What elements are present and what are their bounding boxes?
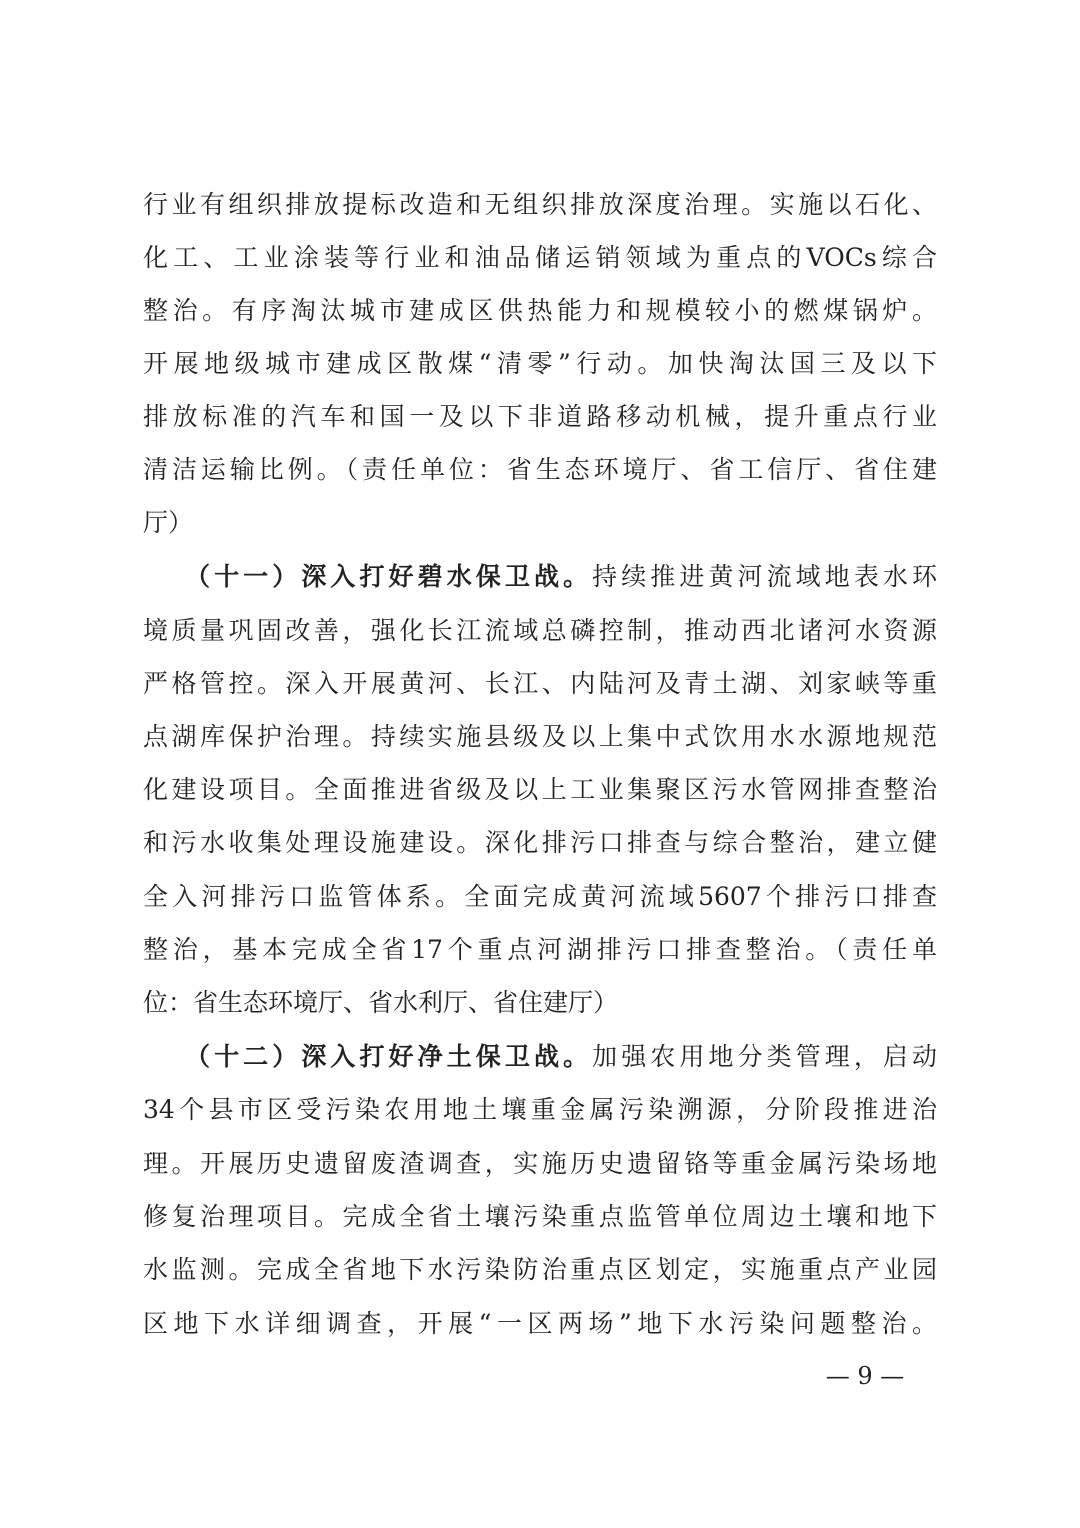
section-11-text: 持续推进黄河流域地表水环 [592,562,937,591]
text-line: 厅） [143,508,194,537]
text-line: 点湖库保护治理。持续实施县级及以上集中式饮用水水源地规范 [143,722,937,751]
text-line: 34个县市区受污染农用地土壤重金属污染溯源，分阶段推进治 [143,1095,937,1124]
text-line: 清洁运输比例。（责任单位：省生态环境厅、省工信厅、省住建 [143,455,937,484]
text-line: 理。开展历史遗留废渣调查，实施历史遗留铬等重金属污染场地 [143,1149,937,1178]
section-12-line [185,1041,937,1073]
text-line: 整治。有序淘汰城市建成区供热能力和规模较小的燃煤锅炉。 [143,296,937,325]
text-line: 化工、工业涂装等行业和油品储运销领域为重点的VOCs综合 [143,243,937,272]
text-line: 境质量巩固改善，强化长江流域总磷控制，推动西北诸河水资源 [143,616,937,645]
text-line: 行业有组织排放提标改造和无组织排放深度治理。实施以石化、 [143,190,937,219]
text-line: 和污水收集处理设施建设。深化排污口排查与综合整治，建立健 [143,828,937,857]
section-11-heading: （十一）深入打好碧水保卫战。 [185,562,593,591]
text-line: 区地下水详细调查，开展“一区两场”地下水污染问题整治。 [143,1309,937,1338]
text-line: 水监测。完成全省地下水污染防治重点区划定，实施重点产业园 [143,1255,937,1284]
text-line: 严格管控。深入开展黄河、长江、内陆河及青土湖、刘家峡等重 [143,669,937,698]
text-line: 开展地级城市建成区散煤“清零”行动。加快淘汰国三及以下 [143,349,937,378]
text-line: 修复治理项目。完成全省土壤污染重点监管单位周边土壤和地下 [143,1202,937,1231]
text-line: 排放标准的汽车和国一及以下非道路移动机械，提升重点行业 [143,402,937,431]
text-line: 整治，基本完成全省17个重点河湖排污口排查整治。（责任单 [143,935,937,964]
page-number: — 9 — [825,1362,905,1390]
section-11-line [185,561,937,593]
text-line: 位：省生态环境厅、省水利厅、省住建厅） [143,988,619,1017]
section-12-heading: （十二）深入打好净土保卫战。 [185,1042,593,1071]
section-12-text: 加强农用地分类管理，启动 [592,1042,937,1071]
text-line: 全入河排污口监管体系。全面完成黄河流域5607个排污口排查 [143,882,937,911]
text-line: 化建设项目。全面推进省级及以上工业集聚区污水管网排查整治 [143,775,937,804]
